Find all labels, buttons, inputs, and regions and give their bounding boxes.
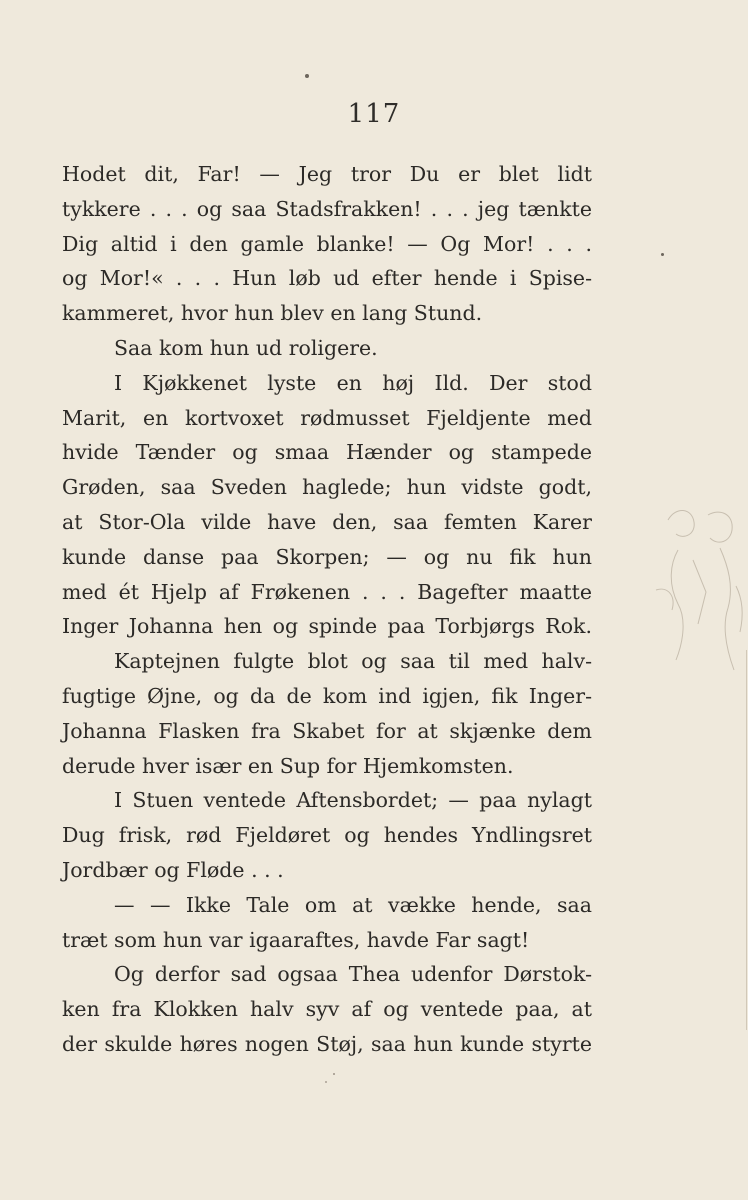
text-line: Grøden, saa Sveden haglede; hun vidste godt, <box>62 475 592 500</box>
text-line: tykkere . . . og saa Stadsfrakken! . . . jeg tænkte <box>62 196 592 221</box>
text-line: Hodet dit, Far! — Jeg tror Du er blet lidt <box>62 162 592 186</box>
text-line: ken fra Klokken halv syv af og ventede paa, at <box>62 997 592 1022</box>
ink-speck <box>325 1081 327 1083</box>
text-line: hvide Tænder og smaa Hænder og stampede <box>62 440 592 465</box>
text-line: derude hver især en Sup for Hjemkomsten. <box>62 753 514 778</box>
text-line: og Mor!« . . . Hun løb ud efter hende i Spise- <box>62 266 592 291</box>
text-line: — — Ikke Tale om at vække hende, saa <box>114 892 592 917</box>
page-number: 117 <box>347 99 401 129</box>
text-line: kammeret, hvor hun blev en lang Stund. <box>62 301 483 326</box>
text-line: med ét Hjelp af Frøkenen . . . Bagefter maatte <box>62 579 592 604</box>
ink-speck <box>661 253 664 256</box>
body-text <box>62 157 592 1062</box>
text-line: Kaptejnen fulgte blot og saa til med halv- <box>114 649 592 674</box>
text-line: kunde danse paa Skorpen; — og nu fik hun <box>62 544 592 569</box>
ink-speck <box>333 1073 335 1075</box>
text-line: I Stuen ventede Aftensbordet; — paa nylagt <box>114 788 592 813</box>
text-line: der skulde høres nogen Støj, saa hun kunde styrte <box>62 1031 592 1056</box>
text-line: Dig altid i den gamle blanke! — Og Mor! . . . <box>62 231 592 256</box>
text-line: Inger Johanna hen og spinde paa Torbjørgs Rok. <box>62 614 592 639</box>
ink-speck <box>305 74 309 78</box>
text-line: fugtige Øjne, og da de kom ind igjen, fik Inger- <box>62 683 592 708</box>
page-edge-shadow <box>746 650 747 1030</box>
faint-pencil-sketch <box>648 500 748 700</box>
text-line: Dug frisk, rød Fjeldøret og hendes Yndlingsret <box>62 823 592 848</box>
text-line: Og derfor sad ogsaa Thea udenfor Dørstok- <box>114 962 592 987</box>
text-line: at Stor-Ola vilde have den, saa femten Karer <box>62 509 592 534</box>
text-line: Jordbær og Fløde . . . <box>62 857 284 882</box>
text-line: I Kjøkkenet lyste en høj Ild. Der stod <box>114 370 592 395</box>
text-line: Saa kom hun ud roligere. <box>114 335 378 360</box>
text-line: Marit, en kortvoxet rødmusset Fjeldjente med <box>62 405 592 430</box>
text-line: Johanna Flasken fra Skabet for at skjænke dem <box>62 718 592 743</box>
text-line: træt som hun var igaaraftes, havde Far sagt! <box>62 927 530 952</box>
